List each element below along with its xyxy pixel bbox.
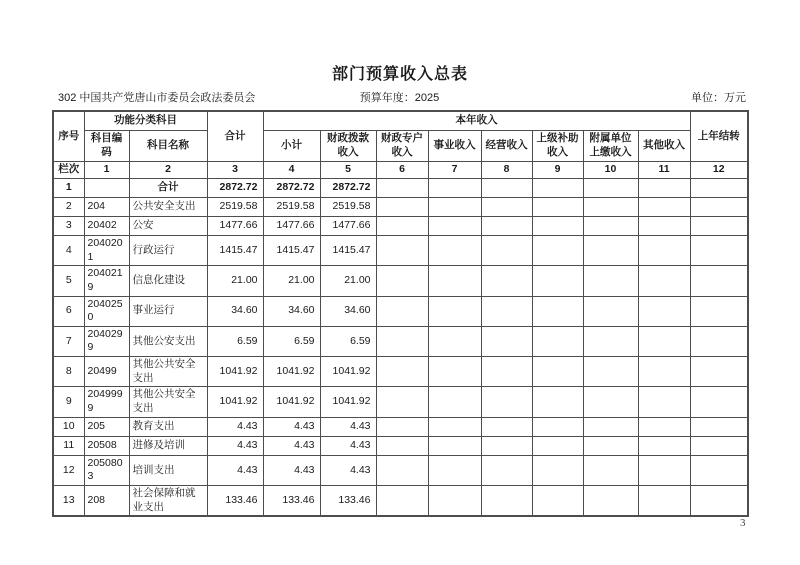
value-cell: 21.00 [320,266,376,296]
table-row [53,198,748,217]
value-cell [428,417,481,436]
value-cell: 1041.92 [263,387,320,417]
value-cell [690,417,748,436]
value-cell [690,436,748,455]
value-cell [481,326,532,356]
value-cell [376,357,428,387]
col-header-total: 合计 [207,111,263,162]
col-header-current-year-income-group: 本年收入 [263,111,690,131]
value-cell [638,387,690,417]
seq-cell: 4 [53,236,84,266]
value-cell [376,326,428,356]
table-row [53,357,748,387]
seq-cell: 7 [53,326,84,356]
code-cell: 208 [84,485,129,516]
name-cell: 其他公安支出 [129,326,207,356]
value-cell [583,485,638,516]
value-cell: 1477.66 [263,217,320,236]
value-cell [532,417,583,436]
value-cell [690,217,748,236]
col-header-prev-year-carryover: 上年结转 [690,111,748,162]
value-cell: 2872.72 [207,179,263,198]
value-cell: 4.43 [263,417,320,436]
value-cell: 2872.72 [263,179,320,198]
seq-cell: 11 [53,436,84,455]
value-cell: 1041.92 [263,357,320,387]
seq-cell: 8 [53,357,84,387]
value-cell [583,198,638,217]
code-cell: 2040219 [84,266,129,296]
value-cell [638,357,690,387]
value-cell: 4.43 [320,455,376,485]
value-cell [481,485,532,516]
index-number: 11 [638,162,690,179]
value-cell: 1477.66 [320,217,376,236]
table-row [53,387,748,417]
value-cell [532,387,583,417]
value-cell: 2519.58 [263,198,320,217]
name-cell: 信息化建设 [129,266,207,296]
value-cell [532,266,583,296]
name-cell: 教育支出 [129,417,207,436]
value-cell [583,236,638,266]
value-cell [428,326,481,356]
value-cell: 1041.92 [320,357,376,387]
col-header-fiscal-special-account-income: 财政专户收入 [376,131,428,162]
col-header-func-category-group: 功能分类科目 [84,111,207,131]
index-number: 5 [320,162,376,179]
value-cell [428,198,481,217]
seq-cell: 5 [53,266,84,296]
name-cell: 进修及培训 [129,436,207,455]
value-cell: 1477.66 [207,217,263,236]
seq-cell: 9 [53,387,84,417]
value-cell [638,485,690,516]
value-cell: 4.43 [263,455,320,485]
name-cell: 社会保障和就业支出 [129,485,207,516]
value-cell [428,455,481,485]
value-cell [690,296,748,326]
value-cell: 1415.47 [320,236,376,266]
value-cell [481,179,532,198]
col-header-operating-income: 经营收入 [481,131,532,162]
value-cell [428,296,481,326]
value-cell: 1415.47 [207,236,263,266]
table-row [53,236,748,266]
unit-label: 单位：万元 [691,92,746,104]
value-cell: 1041.92 [207,387,263,417]
value-cell [376,198,428,217]
seq-cell: 13 [53,485,84,516]
value-cell [376,236,428,266]
table-body [53,179,748,517]
name-cell: 事业运行 [129,296,207,326]
value-cell [638,217,690,236]
name-cell: 合计 [129,179,207,198]
value-cell [532,326,583,356]
value-cell [690,236,748,266]
value-cell [583,417,638,436]
value-cell [690,485,748,516]
value-cell [532,357,583,387]
value-cell [481,296,532,326]
value-cell [532,296,583,326]
code-cell: 2049999 [84,387,129,417]
value-cell [638,198,690,217]
table-row [53,296,748,326]
seq-cell: 2 [53,198,84,217]
value-cell [583,455,638,485]
col-header-subtotal: 小计 [263,131,320,162]
value-cell [481,455,532,485]
name-cell: 其他公共安全支出 [129,387,207,417]
value-cell: 34.60 [263,296,320,326]
value-cell [376,417,428,436]
value-cell [690,387,748,417]
value-cell [690,198,748,217]
value-cell [583,217,638,236]
value-cell [376,296,428,326]
value-cell [428,436,481,455]
column-index-row [53,162,748,179]
value-cell: 1041.92 [207,357,263,387]
name-cell: 公安 [129,217,207,236]
code-cell: 204 [84,198,129,217]
value-cell: 133.46 [320,485,376,516]
value-cell [690,179,748,198]
value-cell: 34.60 [320,296,376,326]
col-header-subject-name: 科目名称 [129,131,207,162]
value-cell [481,217,532,236]
table-row [53,485,748,516]
name-cell: 培训支出 [129,455,207,485]
value-cell [583,296,638,326]
table-row [53,417,748,436]
value-cell [638,455,690,485]
table-header [53,111,748,179]
col-header-superior-subsidy-income: 上级补助收入 [532,131,583,162]
table-row [53,266,748,296]
value-cell: 2872.72 [320,179,376,198]
value-cell [532,236,583,266]
value-cell: 6.59 [263,326,320,356]
value-cell [638,417,690,436]
value-cell: 21.00 [207,266,263,296]
seq-cell: 1 [53,179,84,198]
value-cell [428,485,481,516]
value-cell: 4.43 [207,455,263,485]
value-cell [532,436,583,455]
value-cell: 21.00 [263,266,320,296]
value-cell [481,357,532,387]
value-cell [481,266,532,296]
value-cell [638,436,690,455]
value-cell [638,266,690,296]
col-header-fiscal-allocation-income: 财政拨款收入 [320,131,376,162]
seq-cell: 6 [53,296,84,326]
table-row [53,436,748,455]
code-cell: 2040250 [84,296,129,326]
value-cell [690,266,748,296]
index-number: 1 [84,162,129,179]
col-header-other-income: 其他收入 [638,131,690,162]
table-row [53,217,748,236]
value-cell [638,326,690,356]
code-cell: 2040299 [84,326,129,356]
index-number: 4 [263,162,320,179]
seq-cell: 12 [53,455,84,485]
value-cell: 1415.47 [263,236,320,266]
value-cell: 2519.58 [320,198,376,217]
value-cell: 4.43 [320,417,376,436]
budget-year-label: 预算年度：2025 [359,92,440,104]
code-cell: 20402 [84,217,129,236]
value-cell [532,455,583,485]
index-number: 2 [129,162,207,179]
col-header-seq: 序号 [53,111,84,162]
code-cell: 205 [84,417,129,436]
value-cell [690,326,748,356]
index-number: 6 [376,162,428,179]
page-number: 3 [740,517,746,529]
value-cell [583,387,638,417]
index-number: 7 [428,162,481,179]
value-cell: 4.43 [207,436,263,455]
index-number: 3 [207,162,263,179]
value-cell: 6.59 [207,326,263,356]
value-cell: 1041.92 [320,387,376,417]
index-row-label: 栏次 [53,162,84,179]
col-header-business-income: 事业收入 [428,131,481,162]
value-cell [583,436,638,455]
table-row [53,455,748,485]
seq-cell: 10 [53,417,84,436]
value-cell [376,387,428,417]
value-cell: 133.46 [263,485,320,516]
value-cell: 4.43 [320,436,376,455]
value-cell [428,236,481,266]
value-cell [481,436,532,455]
value-cell: 4.43 [207,417,263,436]
value-cell [376,179,428,198]
organization-label: 302 中国共产党唐山市委员会政法委员会 [58,92,256,104]
value-cell [638,296,690,326]
name-cell: 公共安全支出 [129,198,207,217]
value-cell [583,326,638,356]
budget-income-table [52,110,749,517]
value-cell [638,236,690,266]
value-cell [428,179,481,198]
index-number: 8 [481,162,532,179]
value-cell [376,455,428,485]
value-cell [583,179,638,198]
value-cell [481,417,532,436]
value-cell [376,485,428,516]
value-cell [532,179,583,198]
code-cell: 2040201 [84,236,129,266]
value-cell: 133.46 [207,485,263,516]
table-row [53,179,748,198]
value-cell [376,436,428,455]
value-cell [583,266,638,296]
col-header-affiliated-unit-remit-income: 附属单位上缴收入 [583,131,638,162]
value-cell [532,217,583,236]
code-cell: 20508 [84,436,129,455]
value-cell [428,357,481,387]
value-cell [428,217,481,236]
code-cell: 2050803 [84,455,129,485]
value-cell [428,266,481,296]
value-cell [481,236,532,266]
page-title: 部门预算收入总表 [331,66,468,83]
col-header-subject-code: 科目编码 [84,131,129,162]
value-cell [532,198,583,217]
table-row [53,326,748,356]
value-cell [638,179,690,198]
seq-cell: 3 [53,217,84,236]
value-cell [690,455,748,485]
index-number: 10 [583,162,638,179]
code-cell [84,179,129,198]
name-cell: 其他公共安全支出 [129,357,207,387]
table-info-line [52,89,747,105]
value-cell: 4.43 [263,436,320,455]
value-cell [376,266,428,296]
value-cell [428,387,481,417]
value-cell [532,485,583,516]
value-cell: 34.60 [207,296,263,326]
value-cell: 2519.58 [207,198,263,217]
code-cell: 20499 [84,357,129,387]
value-cell [690,357,748,387]
value-cell [481,198,532,217]
name-cell: 行政运行 [129,236,207,266]
value-cell [376,217,428,236]
value-cell [583,357,638,387]
index-number: 12 [690,162,748,179]
index-number: 9 [532,162,583,179]
value-cell [481,387,532,417]
value-cell: 6.59 [320,326,376,356]
